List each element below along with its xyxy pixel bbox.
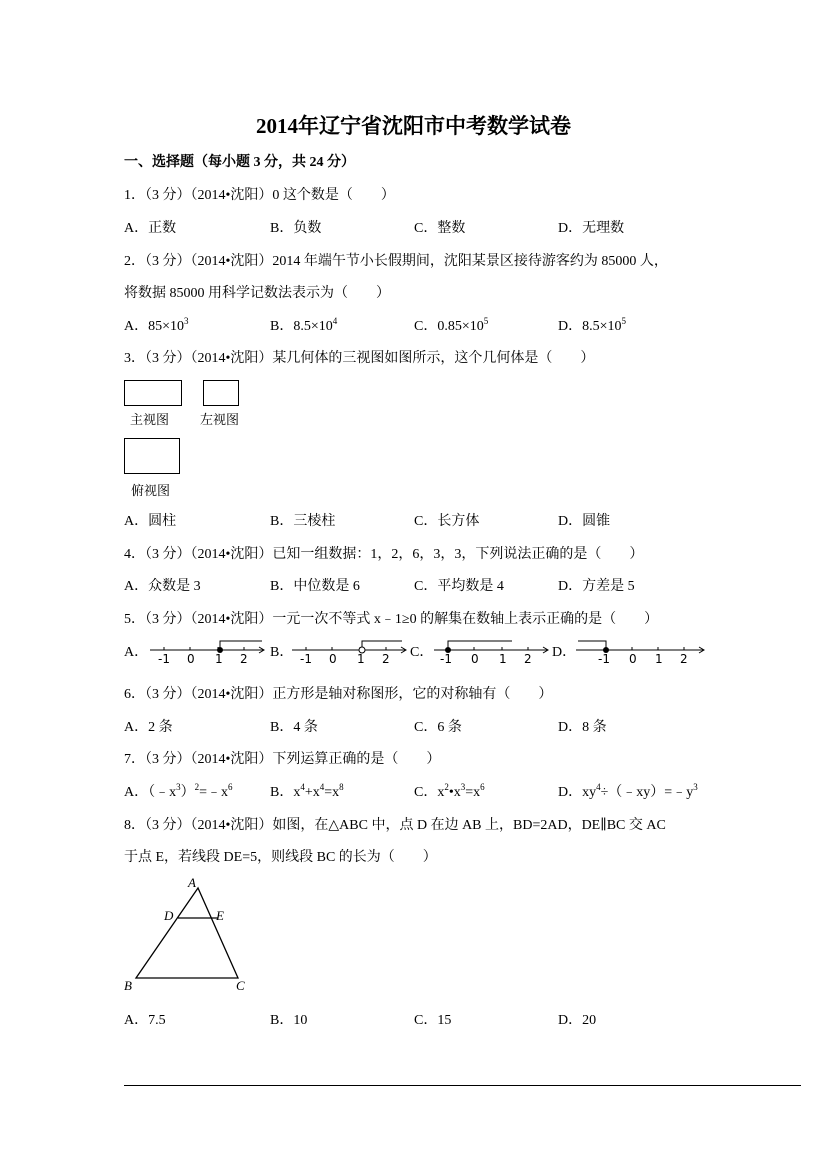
q5-option-a-label: A． (124, 645, 149, 660)
front-view-label: 主视图 (130, 413, 170, 428)
q8-option-a: A．7.5 (124, 1013, 166, 1028)
q2-stem-line1: 2．（3 分）（2014•沈阳）2014 年端午节小长假期间，沈阳某景区接待游客约为 85000 人， (124, 254, 668, 269)
q8-option-d: D．20 (558, 1013, 597, 1028)
tick-label: 2 (524, 652, 532, 666)
q3-stem: 3．（3 分）（2014•沈阳）某几何体的三视图如图所示，这个几何体是（ ） (124, 351, 595, 366)
point-e-label: E (216, 908, 224, 923)
top-view-rect (124, 438, 180, 474)
q1-option-a: A．正数 (124, 221, 177, 236)
q5-option-b-label: B． (270, 645, 294, 660)
q4-option-a: A．众数是 3 (124, 579, 201, 594)
tick-label: 0 (471, 652, 479, 666)
q5-number-line-c (432, 638, 550, 666)
page-title: 2014年辽宁省沈阳市中考数学试卷 (256, 114, 571, 138)
tick-label: 1 (215, 652, 223, 666)
q1-option-c: C．整数 (414, 221, 466, 236)
q7-option-d: D．$xy^4\div(﹣xy)=﹣y^3$ (558, 782, 698, 800)
q1-option-d: D．无理数 (558, 221, 625, 236)
q2-option-b: B．$8.5\times 10^4$ (270, 316, 338, 334)
q2-option-c: C．$0.85\times 10^5$ (414, 316, 489, 334)
q6-stem: 6．（3 分）（2014•沈阳）正方形是轴对称图形，它的对称轴有（ ） (124, 687, 553, 702)
tick-label: -1 (440, 652, 452, 666)
tick-label: 0 (629, 652, 637, 666)
q4-option-c: C．平均数是 4 (414, 579, 504, 594)
tick-label: 1 (499, 652, 507, 666)
q4-option-d: D．方差是 5 (558, 579, 635, 594)
q1-stem: 1．（3 分）（2014•沈阳）0 这个数是（ ） (124, 188, 395, 203)
q6-option-d: D．8 条 (558, 720, 607, 735)
q8-stem-line1: 8．（3 分）（2014•沈阳）如图，在△ABC 中，点 D 在边 AB 上，BD=2AD，DE∥BC 交 AC (124, 818, 666, 833)
q4-stem: 4．（3 分）（2014•沈阳）已知一组数据：1，2，6，3，3，下列说法正确的是（ ） (124, 547, 644, 562)
side-view-rect (203, 380, 239, 406)
q8-option-c: C．15 (414, 1013, 452, 1028)
vertex-c-label: C (236, 978, 245, 993)
q8-stem-line2: 于点 E，若线段 DE=5，则线段 BC 的长为（ ） (124, 850, 437, 865)
vertex-b-label: B (124, 978, 132, 993)
side-view-label: 左视图 (200, 413, 240, 428)
q3-option-a: A．圆柱 (124, 514, 177, 529)
point-d-label: D (164, 908, 174, 923)
tick-label: 2 (382, 652, 390, 666)
q8-option-b: B．10 (270, 1013, 308, 1028)
q5-stem: 5．（3 分）（2014•沈阳）一元一次不等式 x﹣1≥0 的解集在数轴上表示正确的是（ ） (124, 612, 659, 627)
tick-label: -1 (158, 652, 170, 666)
q7-option-b: B．$x^4+x^4=x^8$ (270, 782, 344, 800)
footer-divider (124, 1085, 801, 1086)
vertex-a-label: A (188, 875, 196, 890)
tick-label: -1 (598, 652, 610, 666)
q7-stem: 7．（3 分）（2014•沈阳）下列运算正确的是（ ） (124, 752, 441, 767)
q7-option-a: A．$(﹣x^3)^2=﹣x^6$ (124, 782, 233, 800)
triangle-abc-figure (120, 872, 260, 996)
q6-option-b: B．4 条 (270, 720, 318, 735)
q2-stem-line2: 将数据 85000 用科学记数法表示为（ ） (124, 286, 390, 301)
q5-option-d-label: D． (552, 645, 577, 660)
q5-number-line-b (290, 638, 408, 666)
tick-label: -1 (300, 652, 312, 666)
q5-option-c-label: C． (410, 645, 434, 660)
q3-option-d: D．圆锥 (558, 514, 611, 529)
q7-option-c: C．$x^2•x^3=x^6$ (414, 782, 485, 800)
q2-option-a: A．$85\times 10^3$ (124, 316, 189, 334)
q4-option-b: B．中位数是 6 (270, 579, 360, 594)
section-heading: 一、选择题（每小题 3 分，共 24 分） (124, 155, 355, 170)
tick-label: 1 (655, 652, 663, 666)
front-view-rect (124, 380, 182, 406)
q5-number-line-d (574, 638, 708, 666)
q1-option-b: B．负数 (270, 221, 322, 236)
q3-option-c: C．长方体 (414, 514, 480, 529)
tick-label: 0 (187, 652, 195, 666)
q3-option-b: B．三棱柱 (270, 514, 336, 529)
top-view-label: 俯视图 (131, 484, 171, 499)
tick-label: 2 (240, 652, 248, 666)
tick-label: 0 (329, 652, 337, 666)
tick-label: 1 (357, 652, 365, 666)
q6-option-c: C．6 条 (414, 720, 462, 735)
q5-number-line-a (148, 638, 266, 666)
q6-option-a: A．2 条 (124, 720, 173, 735)
tick-label: 2 (680, 652, 688, 666)
q2-option-d: D．$8.5\times 10^5$ (558, 316, 627, 334)
